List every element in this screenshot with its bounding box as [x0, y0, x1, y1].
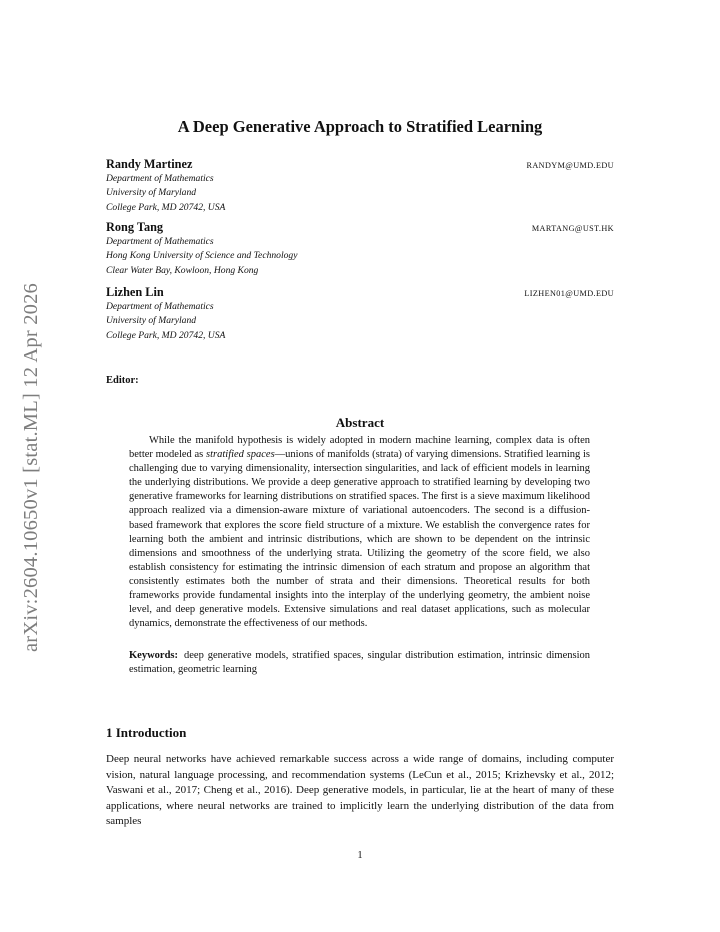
introduction-text: Deep neural networks have achieved remarkable success across a wide range of domains, including computer vision, natural language processing, and recommendation systems (LeCun et al., 2015; Krizhevsky et al., 2012; Vaswani et al., 2017; Cheng et al., 2016). Deep generative models, in particular, lie at the heart of many of these applications, where neural networks are trained to implicitly learn the underlying distribution of the data from samples	[106, 753, 614, 828]
author-block	[106, 285, 614, 343]
author-email: RANDYM@UMD.EDU	[526, 161, 614, 170]
abstract-emphasis: stratified spaces	[206, 449, 275, 461]
arxiv-identifier-stamp: arXiv:2604.10650v1 [stat.ML] 12 Apr 2026	[20, 283, 42, 652]
author-address: Clear Water Bay, Kowloon, Hong Kong	[106, 264, 259, 276]
author-institution: University of Maryland	[106, 315, 197, 327]
author-address: College Park, MD 20742, USA	[106, 201, 226, 213]
abstract-heading: Abstract	[335, 415, 385, 430]
keywords	[129, 649, 590, 677]
editor-label: Editor:	[106, 375, 139, 386]
author-department: Department of Mathematics	[106, 301, 214, 312]
page-number: 1	[357, 850, 363, 861]
keywords-text: deep generative models, stratified spaces, singular distribution estimation, intrinsic dimension estimation, geometric learning	[129, 650, 590, 676]
section-heading-introduction: 1 Introduction	[106, 725, 187, 740]
author-address: College Park, MD 20742, USA	[106, 329, 226, 341]
author-block	[106, 157, 614, 215]
author-department: Department of Mathematics	[106, 173, 214, 184]
author-institution: Hong Kong University of Science and Technology	[106, 250, 298, 262]
author-name: Randy Martinez	[106, 157, 193, 171]
abstract-text-part: —unions of manifolds (strata) of varying dimensions. Stratified learning is challenging due to varying dimensionality, intersection singularities, and lack of efficient models in learning the underlying distributions. We provide a deep generative approach to stratified learning by developing two generative frameworks for learning distributions on stratified spaces. The first is a sieve maximum likelihood approach realized via a dimension-aware mixture of variational autoencoders. The second is a diffusion-based framework that explores the score field structure of a mixture. We establish the convergence rates for learning both the ambient and intrinsic distributions, which are shown to be dependent on the intrinsic dimensions and smoothness of the underlying strata. Utilizing the geometry of the score field, we also establish consistency for estimating the intrinsic dimension of each stratum and propose an algorithm that consistently estimates both the number of strata and their dimensions. Theoretical results for both frameworks provide fundamental insights into the interplay of the underlying geometry, the ambient noise level, and deep generative models. Extensive simulations and real dataset applications, such as molecular dynamics, demonstrate the effectiveness of our methods.	[129, 449, 591, 630]
author-email: LIZHEN01@UMD.EDU	[524, 289, 614, 298]
paper-title: A Deep Generative Approach to Stratified Learning	[177, 117, 543, 136]
author-block	[106, 220, 614, 278]
keywords-label: Keywords:	[129, 650, 178, 661]
author-department: Department of Mathematics	[106, 236, 214, 247]
author-name: Rong Tang	[106, 220, 164, 234]
author-email: MARTANG@UST.HK	[531, 224, 614, 233]
author-name: Lizhen Lin	[106, 285, 164, 299]
abstract-text-part: While the manifold hypothesis is widely adopted in modern machine learning, complex data is often better modeled as	[129, 435, 590, 461]
author-institution: University of Maryland	[106, 187, 197, 199]
abstract-text	[129, 434, 590, 631]
